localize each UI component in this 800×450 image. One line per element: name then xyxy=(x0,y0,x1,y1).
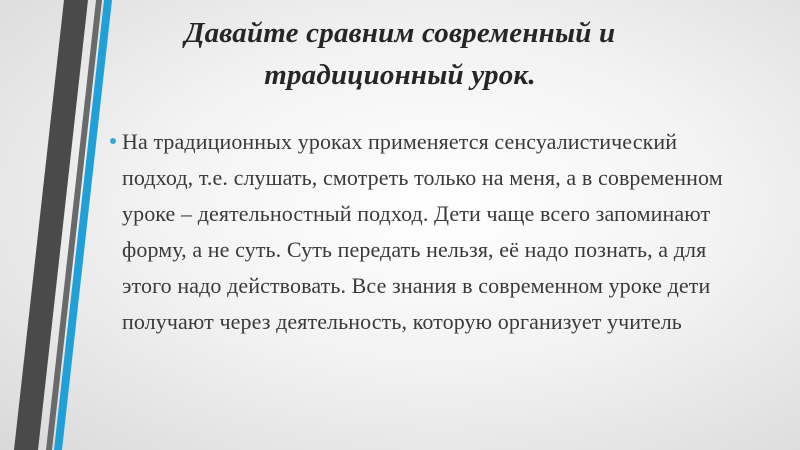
slide-title-line-1: Давайте сравним современный и xyxy=(184,17,616,49)
slide-title-line-2: традиционный урок. xyxy=(264,59,536,91)
bullet-text: На традиционных уроках применяется сенсуалистический подход, т.е. слушать, смотреть только на меня, а в современном уроке – деятельностный подход. Дети чаще всего запоминают форму, а не суть. Суть передать нельзя, её надо познать, а для этого надо действовать. Все знания в современном уроке дети получают через деятельность, которую организует учитель xyxy=(122,129,723,334)
slide-title xyxy=(100,12,700,96)
bullet-dot-icon xyxy=(110,138,116,144)
slide-body xyxy=(110,124,750,340)
bullet-item xyxy=(110,124,750,340)
